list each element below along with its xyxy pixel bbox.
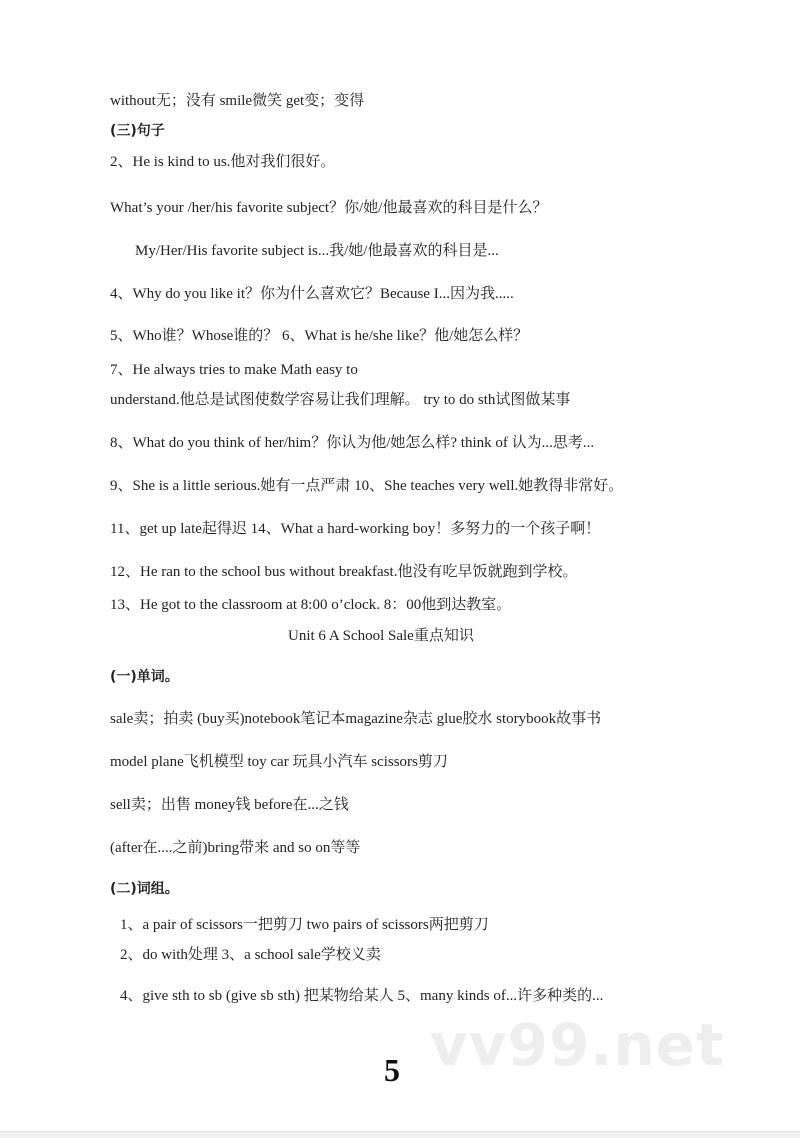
sentence-item: 4、Why do you like it？你为什么喜欢它？Because I...因为我..... bbox=[110, 286, 514, 302]
sentence-item: 11、get up late起得迟 14、What a hard-working boy！多努力的一个孩子啊！ bbox=[110, 521, 601, 537]
sentence-item: What’s your /her/his favorite subject？你/她/他最喜欢的科目是什么？ bbox=[110, 200, 548, 216]
unit-title: Unit 6 A School Sale重点知识 bbox=[288, 628, 474, 644]
phrase-item: 1、a pair of scissors一把剪刀 two pairs of scissors两把剪刀 bbox=[120, 917, 489, 933]
vocab-line: (after在....之前)bring带来 and so on等等 bbox=[110, 840, 361, 856]
vocab-line: sale卖；拍卖 (buy买)notebook笔记本magazine杂志 glue胶水 storybook故事书 bbox=[110, 711, 602, 727]
section-heading-phrases: (二)词组。 bbox=[110, 881, 179, 897]
sentence-item: 8、What do you think of her/him？你认为他/她怎么样? think of 认为...思考... bbox=[110, 435, 595, 451]
vocab-line: sell卖；出售 money钱 before在...之钱 bbox=[110, 797, 349, 813]
phrase-item: 4、give sth to sb (give sb sth) 把某物给某人 5、many kinds of...许多种类的... bbox=[120, 988, 604, 1004]
sentence-item: 13、He got to the classroom at 8:00 o’clock. 8：00他到达教室。 bbox=[110, 597, 512, 613]
page-number: 5 bbox=[384, 1052, 400, 1088]
phrase-item: 2、do with处理 3、a school sale学校义卖 bbox=[120, 947, 381, 963]
watermark: vv99.net bbox=[430, 1011, 725, 1079]
sentence-item: My/Her/His favorite subject is...我/她/他最喜欢的科目是... bbox=[135, 243, 499, 259]
sentence-item: 2、He is kind to us.他对我们很好。 bbox=[110, 154, 336, 170]
section-heading-sentences: (三)句子 bbox=[110, 123, 165, 139]
section-heading-words: (一)单词。 bbox=[110, 669, 179, 685]
sentence-item: 5、Who谁？Whose谁的？ 6、What is he/she like？他/她怎么样？ bbox=[110, 328, 529, 344]
sentence-item: 9、She is a little serious.她有一点严肃 10、She teaches very well.她教得非常好。 bbox=[110, 478, 624, 494]
vocab-line: model plane飞机模型 toy car 玩具小汽车 scissors剪刀 bbox=[110, 754, 448, 770]
sentence-item: understand.他总是试图使数学容易让我们理解。 try to do sth试图做某事 bbox=[110, 392, 571, 408]
sentence-item: 7、He always tries to make Math easy to bbox=[110, 362, 358, 378]
sentence-item: 12、He ran to the school bus without breakfast.他没有吃早饭就跑到学校。 bbox=[110, 564, 578, 580]
vocab-line: without无；没有 smile微笑 get变；变得 bbox=[110, 93, 365, 109]
